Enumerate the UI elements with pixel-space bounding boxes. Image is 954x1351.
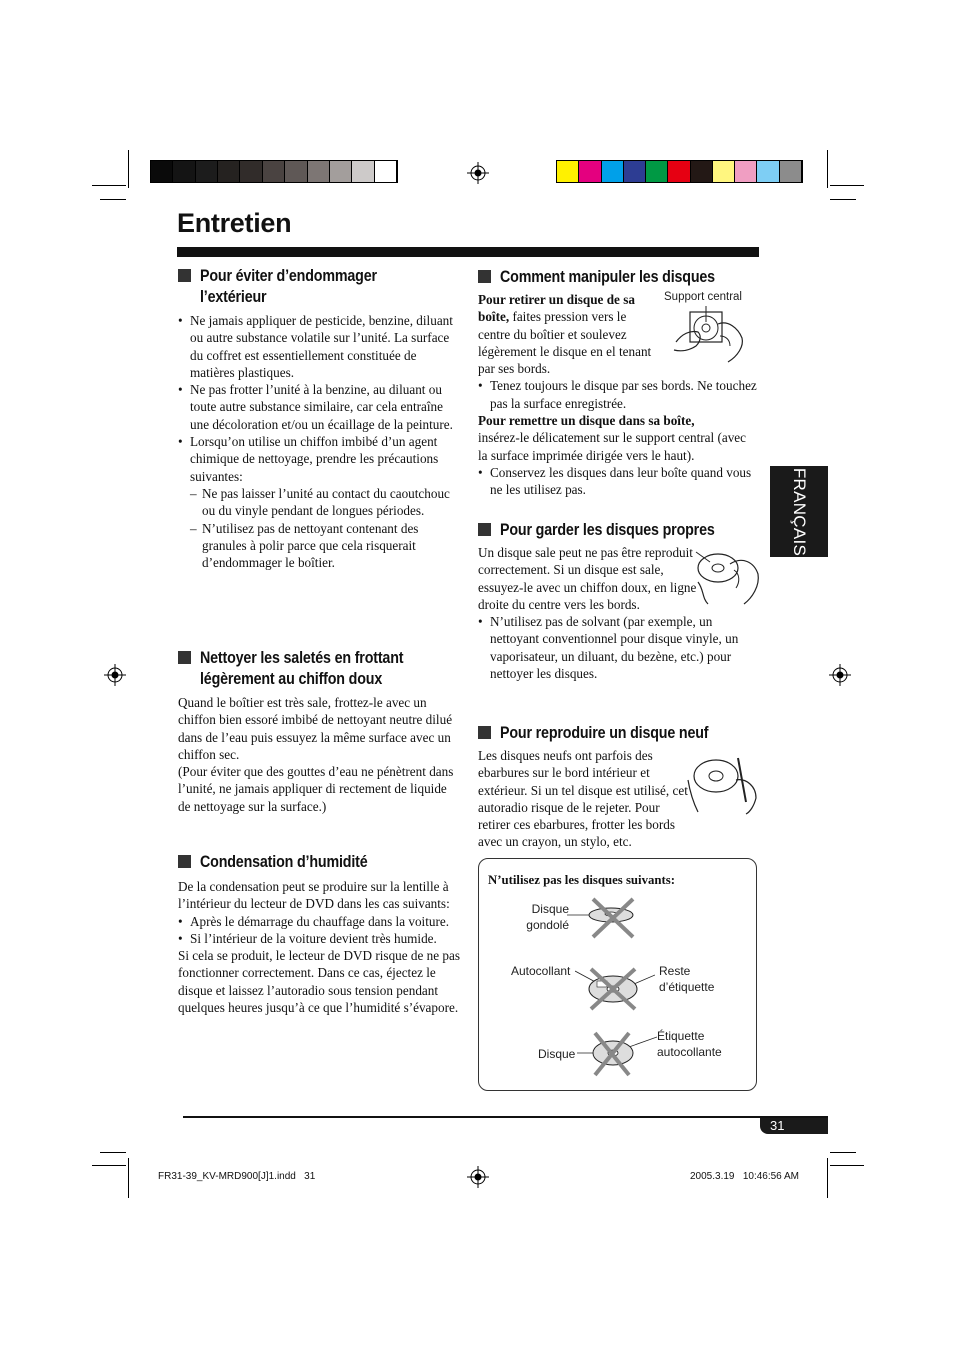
crop-mark — [100, 199, 126, 200]
section-body — [178, 694, 460, 815]
calibration-swatch — [668, 161, 690, 182]
bold-lead: Pour remettre un disque dans sa boîte, — [478, 413, 695, 429]
paragraph: (Pour éviter que des gouttes d’eau ne pénètrent dans l’unité, ne jamais appliquer di rectement de liquide de nettoyage sur la surface.) — [178, 764, 454, 814]
calibration-swatch — [646, 161, 668, 182]
paragraph-text: faites pression vers le centre du boîtier et soulevez légèrement le disque en el tenant par ses bords. — [478, 309, 652, 377]
dash-item: – Ne pas laisser l’unité au contact du caoutchouc ou du vinyle pendant de longues périodes. — [190, 485, 460, 520]
registration-mark-icon — [467, 162, 489, 184]
new-disc-pen-illustration — [684, 750, 760, 816]
heading-text: Condensation d’humidité — [200, 852, 368, 871]
page-number: 31 — [770, 1118, 785, 1133]
calibration-swatch — [624, 161, 646, 182]
dash-item: – N’utilisez pas de nettoyant contenant des granules à polir parce que cela risquerait d’endommager le boîtier. — [190, 520, 460, 572]
section-body — [178, 312, 460, 571]
page-title: Entretien — [177, 208, 292, 238]
heading-text: Nettoyer les saletés en frottant légèrement au chiffon doux — [200, 648, 404, 688]
section-heading — [478, 722, 758, 746]
label-sticker-label: Étiquette autocollante — [657, 1029, 722, 1059]
section-body — [478, 544, 758, 682]
calibration-swatch — [579, 161, 601, 182]
bullet-item: • N’utilisez pas de solvant (par exemple, un nettoyant conventionnel pour disque vinyle, un vaporisateur, un diluant, du bezène, etc.) pour nettoyer les disques. — [478, 613, 758, 682]
calibration-swatch — [151, 161, 173, 182]
paragraph: Quand le boîtier est très sale, frottez-le avec un chiffon bien essoré imbibé de nettoyant neutre dilué dans de l’eau puis essuyez la même surface avec un chiffon sec. — [178, 695, 453, 762]
bullet-item: • Après le démarrage du chauffage dans la voiture. — [178, 913, 460, 930]
section-heading — [178, 851, 458, 875]
section-heading — [178, 647, 458, 691]
paragraph: Les disques neufs ont parfois des ebarbures sur le bord intérieur et extérieur. Si un tel disque est utilisé, cet autoradio risque de le rejeter. Pour retirer ces ebarbures, frotter les bords avec un crayon, un stylo, etc. — [478, 748, 688, 850]
calibration-swatch — [691, 161, 713, 182]
heading-text: Pour reproduire un disque neuf — [500, 723, 709, 742]
calibration-swatch — [602, 161, 624, 182]
calibration-swatch — [173, 161, 195, 182]
figure-caption: Support central — [664, 291, 742, 303]
section-body — [178, 878, 460, 1016]
calibration-swatch — [757, 161, 779, 182]
bullet-item: • Ne pas frotter l’unité à la benzine, au diluant ou toute autre substance similaire, car cela entraîne une décoloration et/ou un écaillage de la peinture. — [178, 381, 460, 433]
calibration-swatch — [240, 161, 262, 182]
calibration-swatch — [352, 161, 374, 182]
paragraph: insérez-le délicatement sur le support central (avec la surface imprimée dirigée vers le haut). — [478, 430, 747, 463]
paragraph: Un disque sale peut ne pas être reproduit correctement. Si un disque est sale, essuyez-le avec un chiffon doux, en ligne droite du centre vers les bords. — [478, 545, 697, 612]
crop-mark — [827, 150, 828, 188]
calibration-swatch — [218, 161, 240, 182]
square-bullet-icon — [178, 651, 191, 664]
calibration-swatch — [196, 161, 218, 182]
calibration-swatch — [735, 161, 757, 182]
warning-box-title: N’utilisez pas les disques suivants: — [488, 873, 676, 887]
section-heading — [178, 265, 458, 309]
bullet-item: • Ne jamais appliquer de pesticide, benzine, diluant ou autre substance volatile sur l’unité. La surface du coffret est essentiellement constituée de matières plastiques. — [178, 312, 460, 381]
label-label-residue: Reste d’étiquette — [659, 964, 715, 994]
section-body — [478, 747, 688, 851]
square-bullet-icon — [178, 855, 191, 868]
registration-mark-icon — [829, 664, 851, 686]
label-sticker: Autocollant — [511, 964, 571, 978]
footer-file-info: FR31-39_KV-MRD900[J]1.indd 31 — [158, 1171, 316, 1182]
square-bullet-icon — [478, 523, 491, 536]
crop-mark — [830, 185, 864, 186]
square-bullet-icon — [478, 270, 491, 283]
section-heading — [478, 266, 758, 290]
footer-timestamp: 2005.3.19 10:46:56 AM — [690, 1171, 799, 1182]
warped-disc-icon — [567, 897, 647, 941]
language-tab — [770, 466, 828, 557]
bullet-text: Lorsqu’on utilise un chiffon imbibé d’un agent chimique de nettoyage, prendre les précautions suivantes: — [190, 434, 439, 484]
bold-lead: Pour retirer un disque de sa boîte, — [478, 292, 635, 325]
title-rule — [177, 247, 759, 257]
paragraph — [478, 291, 658, 377]
crop-mark — [92, 1165, 126, 1166]
calibration-swatch — [285, 161, 307, 182]
calibration-swatch — [375, 161, 397, 182]
grayscale-calibration-bar — [150, 160, 398, 183]
crop-mark — [128, 1158, 129, 1198]
registration-mark-icon — [104, 664, 126, 686]
square-bullet-icon — [478, 726, 491, 739]
page-number-tab — [760, 1118, 828, 1134]
calibration-swatch — [308, 161, 330, 182]
calibration-swatch — [263, 161, 285, 182]
heading-text: Pour éviter d’endommager l’extérieur — [200, 266, 377, 306]
paragraph: De la condensation peut se produire sur la lentille à l’intérieur du lecteur de DVD dans les cas suivants: — [178, 879, 450, 912]
calibration-swatch — [713, 161, 735, 182]
paragraph: Si cela se produit, le lecteur de DVD risque de ne pas fonctionner correctement. Dans ce cas, éjectez le disque et laissez l’autoradio sous tension pendant quelques heures jusqu’à ce que l’humidité s’évapore. — [178, 948, 460, 1016]
label-sticker-disc-icon — [577, 1029, 657, 1077]
crop-mark — [830, 1165, 864, 1166]
section-body — [478, 291, 758, 499]
crop-mark — [830, 199, 856, 200]
sticker-disc-icon — [575, 965, 655, 1011]
crop-mark — [830, 1152, 856, 1153]
color-calibration-bar — [556, 160, 803, 183]
label-warped-disc: Disque gondolé — [526, 902, 569, 932]
calibration-swatch — [780, 161, 802, 182]
heading-text: Pour garder les disques propres — [500, 520, 715, 539]
crop-mark — [128, 150, 129, 188]
registration-mark-icon — [467, 1166, 489, 1188]
bullet-item: • Conservez les disques dans leur boîte quand vous ne les utilisez pas. — [478, 464, 758, 499]
heading-text: Comment manipuler les disques — [500, 267, 715, 286]
label-disc: Disque — [538, 1047, 576, 1061]
warning-box — [478, 858, 757, 1091]
bullet-item — [178, 433, 460, 571]
paragraph — [478, 412, 758, 429]
bullet-item: • Si l’intérieur de la voiture devient très humide. — [178, 930, 460, 947]
bullet-item: • Tenez toujours le disque par ses bords. Ne touchez pas la surface enregistrée. — [478, 377, 758, 412]
footer-rule — [183, 1116, 828, 1118]
language-tab-label: FRANÇAIS — [790, 467, 809, 557]
crop-mark — [100, 1152, 126, 1153]
crop-mark — [827, 1158, 828, 1198]
calibration-swatch — [330, 161, 352, 182]
crop-mark — [92, 185, 126, 186]
section-heading — [478, 519, 758, 543]
square-bullet-icon — [178, 269, 191, 282]
calibration-swatch — [557, 161, 579, 182]
